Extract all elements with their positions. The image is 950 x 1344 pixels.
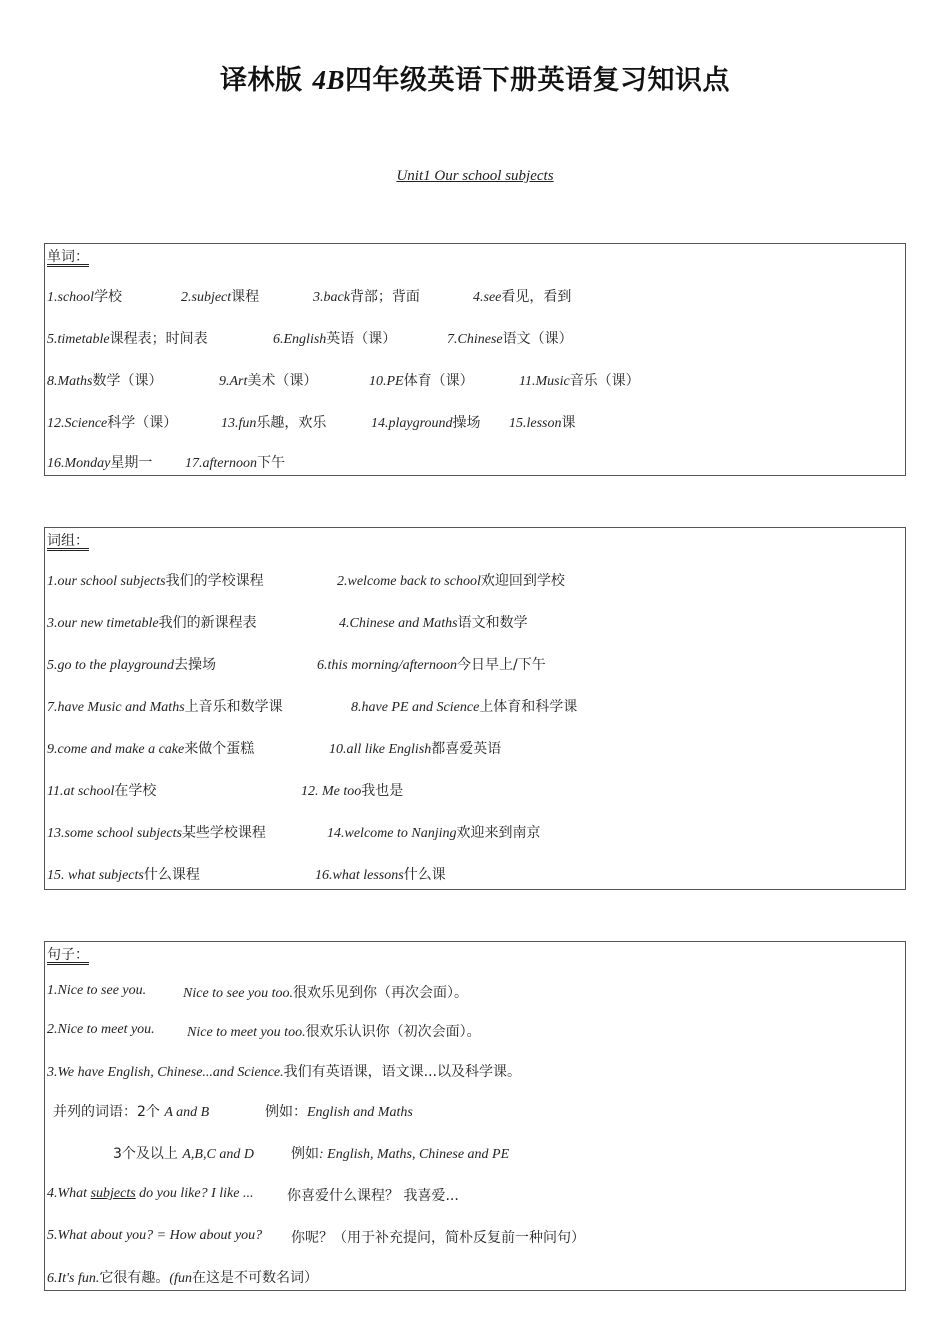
title-grade: 4B xyxy=(312,65,345,95)
title-text-pre: 译林版 xyxy=(220,65,313,96)
phrase-item: 6.this morning/afternoon今日早上/下午 xyxy=(317,657,546,673)
phrase-item: 12. Me too我也是 xyxy=(301,783,404,799)
vocab-item: 16.Monday星期一 xyxy=(47,455,153,471)
vocab-item: 4.see看见，看到 xyxy=(473,289,572,305)
vocab-box xyxy=(44,243,906,476)
vocab-item: 1.school学校 xyxy=(47,289,123,305)
title-text-post: 四年级英语下册英语复习知识点 xyxy=(344,65,730,96)
vocab-item: 5.timetable课程表；时间表 xyxy=(47,331,208,347)
phrase-item: 2.welcome back to school欢迎回到学校 xyxy=(337,573,565,589)
phrase-item: 7.have Music and Maths上音乐和数学课 xyxy=(47,699,283,715)
vocab-item: 12.Science科学（课） xyxy=(47,415,178,431)
phrase-item: 5.go to the playground去操场 xyxy=(47,657,217,673)
vocab-item: 2.subject课程 xyxy=(181,289,260,305)
phrase-item: 10.all like English都喜爱英语 xyxy=(329,741,502,757)
phrase-item: 4.Chinese and Maths语文和数学 xyxy=(339,615,528,631)
sentences-box: 句子： 1.Nice to see you. Nice to see you too.很欢乐见到你（再次会面）。 2.Nice to meet you. Nice to meet you too.很欢乐认识你（初次会面）。 3.We have English, Chinese...and Science.我们有英语课，语文课...以及科学课。 并列的词语：2个 A and B 例如：English and Maths 3个及以上 A,B,C and D 例如: English, Maths, Chinese and PE 4.What subjects do you like? I like ... 你喜爱什么课程？ 我喜爱... 5.What about you? = How about you? 你呢？（用于补充提问，简朴反复前一种问句） 6.It's fun.它很有趣。(fun在这是不可数名词） xyxy=(44,941,906,1291)
phrase-item: 3.our new timetable我们的新课程表 xyxy=(47,615,257,631)
sentences-heading: 句子： xyxy=(47,947,89,963)
vocab-item: 10.PE体育（课） xyxy=(369,373,474,389)
page-title xyxy=(0,58,950,97)
vocab-item: 13.fun乐趣，欢乐 xyxy=(221,415,327,431)
vocab-item: 14.playground操场 xyxy=(371,415,481,431)
phrase-item: 1.our school subjects我们的学校课程 xyxy=(47,573,264,589)
vocab-heading: 单词： xyxy=(47,249,89,265)
phrase-item: 14.welcome to Nanjing欢迎来到南京 xyxy=(327,825,541,841)
sentence-6: 6.It's fun.它很有趣。(fun在这是不可数名词） xyxy=(47,1270,318,1286)
vocab-item: 8.Maths数学（课） xyxy=(47,373,163,389)
vocab-item: 3.back背部；背面 xyxy=(313,289,420,305)
phrase-item: 13.some school subjects某些学校课程 xyxy=(47,825,266,841)
phrases-box xyxy=(44,527,906,890)
sentence-3: 3.We have English, Chinese...and Science.我们有英语课，语文课...以及科学课。 xyxy=(47,1064,522,1080)
phrase-item: 9.come and make a cake来做个蛋糕 xyxy=(47,741,255,757)
vocab-item: 6.English英语（课） xyxy=(273,331,397,347)
phrase-item: 11.at school在学校 xyxy=(47,783,157,799)
vocab-item: 11.Music音乐（课） xyxy=(519,373,640,389)
phrases-heading: 词组： xyxy=(47,533,89,549)
phrase-item: 15. what subjects什么课程 xyxy=(47,867,200,883)
vocab-item: 17.afternoon下午 xyxy=(185,455,285,471)
vocab-item: 15.lesson课 xyxy=(509,415,576,431)
vocab-item: 9.Art美术（课） xyxy=(219,373,318,389)
unit-title: Unit1 Our school subjects xyxy=(396,168,554,184)
phrase-item: 16.what lessons什么课 xyxy=(315,867,446,883)
phrase-item: 8.have PE and Science上体育和科学课 xyxy=(351,699,578,715)
vocab-item: 7.Chinese语文（课） xyxy=(447,331,573,347)
